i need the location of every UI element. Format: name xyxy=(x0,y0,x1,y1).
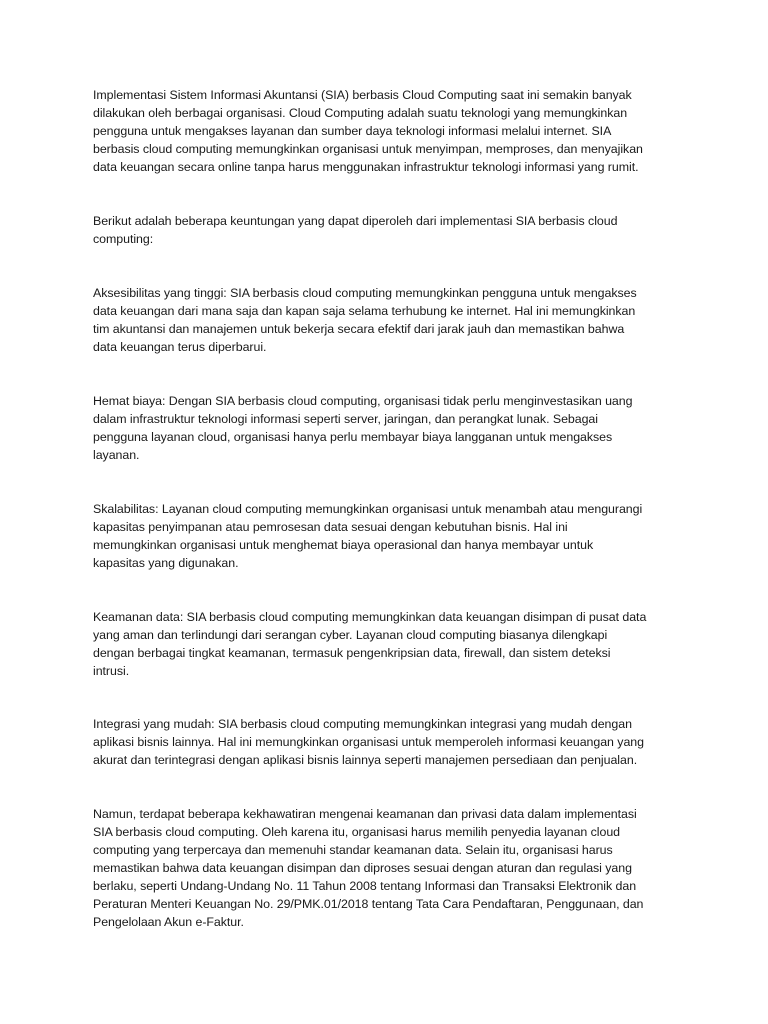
paragraph-integration: Integrasi yang mudah: SIA berbasis cloud computing memungkinkan integrasi yang mudah dengan aplikasi bisnis lainnya. Hal ini memungkinkan organisasi untuk memperoleh informasi keuangan yang akurat dan terintegrasi dengan aplikasi bisnis lainnya seperti manajemen persediaan dan penjualan. xyxy=(93,717,644,767)
paragraph-scalability: Skalabilitas: Layanan cloud computing memungkinkan organisasi untuk menambah atau mengurangi kapasitas penyimpanan atau pemrosesan data sesuai dengan kebutuhan bisnis. Hal ini memungkinkan organisasi untuk menghemat biaya operasional dan hanya membayar untuk kapasitas yang digunakan. xyxy=(93,502,643,570)
paragraph-cost-saving: Hemat biaya: Dengan SIA berbasis cloud computing, organisasi tidak perlu menginvestasikan uang dalam infrastruktur teknologi informasi seperti server, jaringan, dan perangkat lunak. Sebagai pengguna layanan cloud, organisasi hanya perlu membayar biaya langganan untuk mengakses layanan. xyxy=(93,394,633,462)
paragraph-intro: Implementasi Sistem Informasi Akuntansi (SIA) berbasis Cloud Computing saat ini semakin banyak dilakukan oleh berbagai organisasi. Cloud Computing adalah suatu teknologi yang memungkinkan pengguna untuk mengakses layanan dan sumber daya teknologi informasi melalui internet. SIA berbasis cloud computing memungkinkan organisasi untuk menyimpan, memproses, dan menyajikan data keuangan secara online tanpa harus menggunakan infrastruktur teknologi informasi yang rumit. xyxy=(93,88,643,174)
paragraph-accessibility: Aksesibilitas yang tinggi: SIA berbasis cloud computing memungkinkan pengguna untuk mengakses data keuangan dari mana saja dan kapan saja selama terhubung ke internet. Hal ini memungkinkan tim akuntansi dan manajemen untuk bekerja secara efektif dari jarak jauh dan memastikan bahwa data keuangan terus diperbarui. xyxy=(93,286,637,354)
paragraph-concerns: Namun, terdapat beberapa kekhawatiran mengenai keamanan dan privasi data dalam implementasi SIA berbasis cloud computing. Oleh karena itu, organisasi harus memilih penyedia layanan cloud computing yang terpercaya dan memenuhi standar keamanan data. Selain itu, organisasi harus memastikan bahwa data keuangan disimpan dan diproses sesuai dengan aturan dan regulasi yang berlaku, seperti Undang-Undang No. 11 Tahun 2008 tentang Informasi dan Transaksi Elektronik dan Peraturan Menteri Keuangan No. 29/PMK.01/2018 tentang Tata Cara Pendaftaran, Penggunaan, dan Pengelolaan Akun e-Faktur. xyxy=(93,807,644,929)
paragraph-benefits-lead: Berikut adalah beberapa keuntungan yang dapat diperoleh dari implementasi SIA berbasis cloud computing: xyxy=(93,214,618,246)
paragraph-data-security: Keamanan data: SIA berbasis cloud computing memungkinkan data keuangan disimpan di pusat data yang aman dan terlindungi dari serangan cyber. Layanan cloud computing biasanya dilengkapi dengan berbagai tingkat keamanan, termasuk pengenkripsian data, firewall, dan sistem deteksi intrusi. xyxy=(93,610,647,678)
